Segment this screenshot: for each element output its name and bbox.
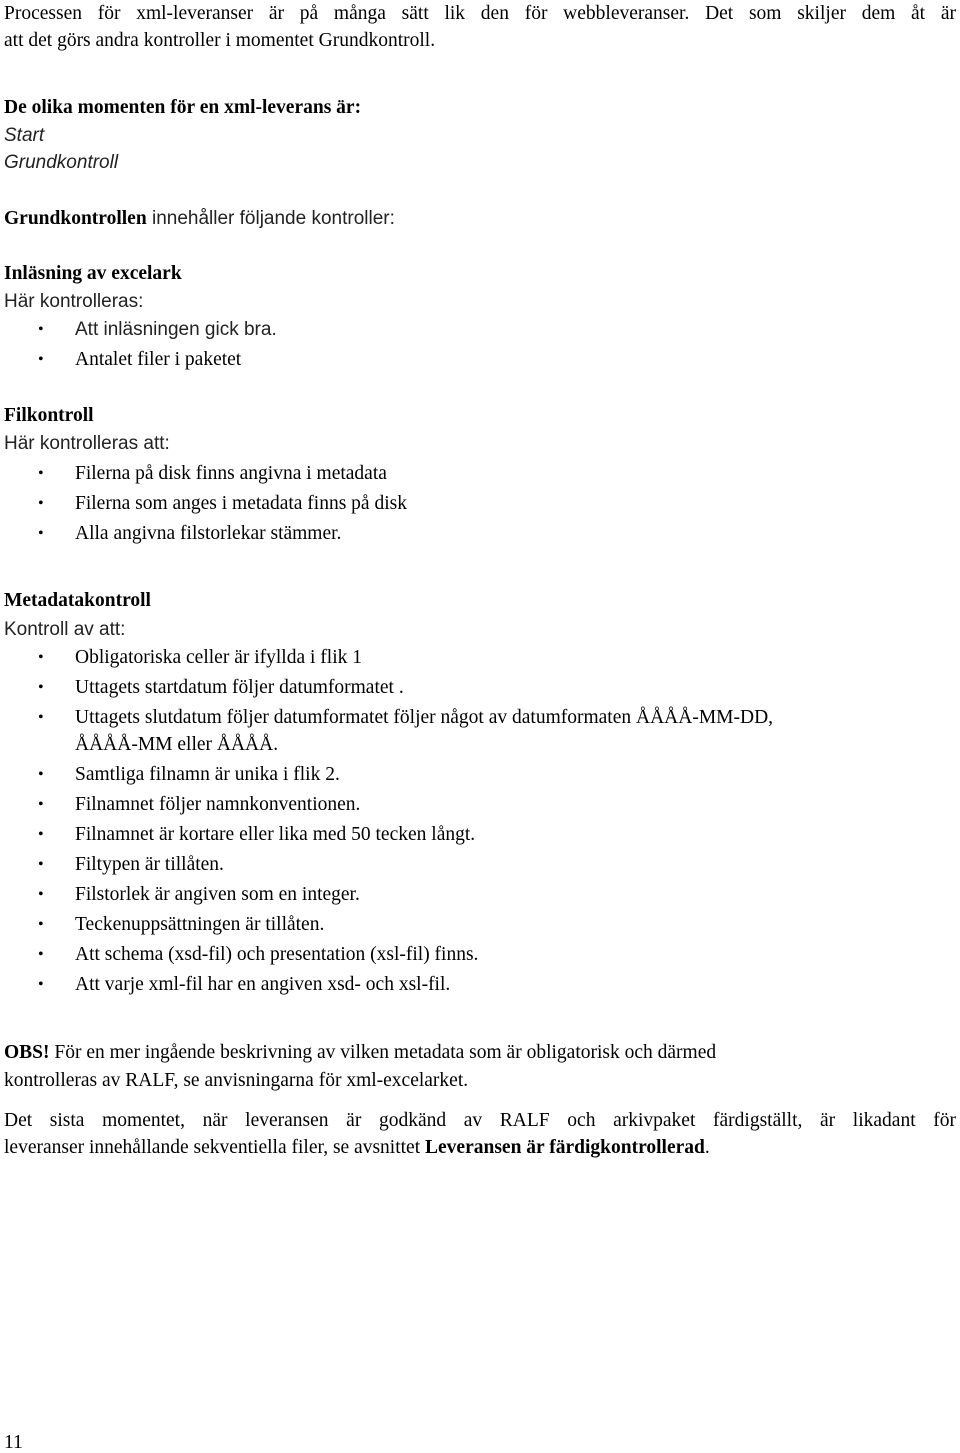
intro-line-2: att det görs andra kontroller i momentet Grundkontroll. <box>4 30 436 51</box>
final-period: . <box>704 1137 710 1158</box>
metadata-item: Att varje xml-fil har en angiven xsd- och xsl-fil. <box>75 974 451 995</box>
grundkontroll-intro <box>4 209 395 229</box>
bullet-icon: • <box>38 976 44 993</box>
final-text: leveranser innehållande sekventiella filer, se avsnittet <box>4 1137 426 1158</box>
metadata-item: Filtypen är tillåten. <box>75 854 224 875</box>
bullet-icon: • <box>38 766 44 783</box>
metadata-item-continuation: ÅÅÅÅ-MM eller ÅÅÅÅ. <box>75 734 279 755</box>
final-line-2 <box>4 1138 710 1158</box>
metadata-item: Filstorlek är angiven som en integer. <box>75 884 360 905</box>
intro-line-1: Processen för xml-leveranser är på många sätt lik den för webbleveranser. Det som skiljer dem åt är <box>4 3 956 24</box>
inlasning-item: Antalet filer i paketet <box>75 349 242 370</box>
bullet-icon: • <box>38 946 44 963</box>
steps-heading: De olika momenten för en xml-leverans är: <box>4 97 362 118</box>
bullet-icon: • <box>38 649 44 666</box>
filkontroll-item: Filerna som anges i metadata finns på disk <box>75 493 407 514</box>
final-line-1: Det sista momentet, när leveransen är godkänd av RALF och arkivpaket färdigställt, är likadant för <box>4 1110 956 1131</box>
step-grundkontroll: Grundkontroll <box>4 152 119 173</box>
bullet-icon: • <box>38 796 44 813</box>
grundkontroll-label: Grundkontrollen <box>4 208 147 229</box>
metadata-item: Samtliga filnamn är unika i flik 2. <box>75 764 340 785</box>
step-start: Start <box>4 125 45 146</box>
inlasning-lead: Här kontrolleras: <box>4 291 144 312</box>
bullet-icon: • <box>38 709 44 726</box>
inlasning-item: Att inläsningen gick bra. <box>75 319 277 340</box>
obs-note-line-1 <box>4 1043 716 1063</box>
filkontroll-lead: Här kontrolleras att: <box>4 433 170 454</box>
bullet-icon: • <box>38 321 44 338</box>
metadatakontroll-lead: Kontroll av att: <box>4 619 126 640</box>
obs-label: OBS! <box>4 1042 50 1063</box>
metadatakontroll-heading: Metadatakontroll <box>4 590 151 611</box>
filkontroll-item: Alla angivna filstorlekar stämmer. <box>75 523 342 544</box>
grundkontroll-text: innehåller följande kontroller: <box>146 208 395 229</box>
bullet-icon: • <box>38 679 44 696</box>
filkontroll-heading: Filkontroll <box>4 405 94 426</box>
bullet-icon: • <box>38 856 44 873</box>
bullet-icon: • <box>38 886 44 903</box>
section-reference: Leveransen är färdigkontrollerad <box>425 1137 705 1158</box>
metadata-item: Filnamnet är kortare eller lika med 50 tecken långt. <box>75 824 476 845</box>
metadata-item: Uttagets slutdatum följer datumformatet följer något av datumformaten ÅÅÅÅ-MM-DD, <box>75 707 774 728</box>
inlasning-heading: Inläsning av excelark <box>4 263 182 284</box>
bullet-icon: • <box>38 351 44 368</box>
metadata-item: Obligatoriska celler är ifyllda i flik 1 <box>75 647 362 668</box>
bullet-icon: • <box>38 826 44 843</box>
bullet-icon: • <box>38 465 44 482</box>
metadata-item: Att schema (xsd-fil) och presentation (xsl-fil) finns. <box>75 944 479 965</box>
metadata-item: Uttagets startdatum följer datumformatet . <box>75 677 404 698</box>
bullet-icon: • <box>38 916 44 933</box>
metadata-item: Teckenuppsättningen är tillåten. <box>75 914 325 935</box>
bullet-icon: • <box>38 525 44 542</box>
obs-text: För en mer ingående beskrivning av vilken metadata som är obligatorisk och därmed <box>49 1042 717 1063</box>
metadata-item: Filnamnet följer namnkonventionen. <box>75 794 361 815</box>
bullet-icon: • <box>38 495 44 512</box>
filkontroll-item: Filerna på disk finns angivna i metadata <box>75 463 387 484</box>
page-number: 11 <box>4 1432 23 1453</box>
obs-note-line-2: kontrolleras av RALF, se anvisningarna för xml-excelarket. <box>4 1070 469 1091</box>
